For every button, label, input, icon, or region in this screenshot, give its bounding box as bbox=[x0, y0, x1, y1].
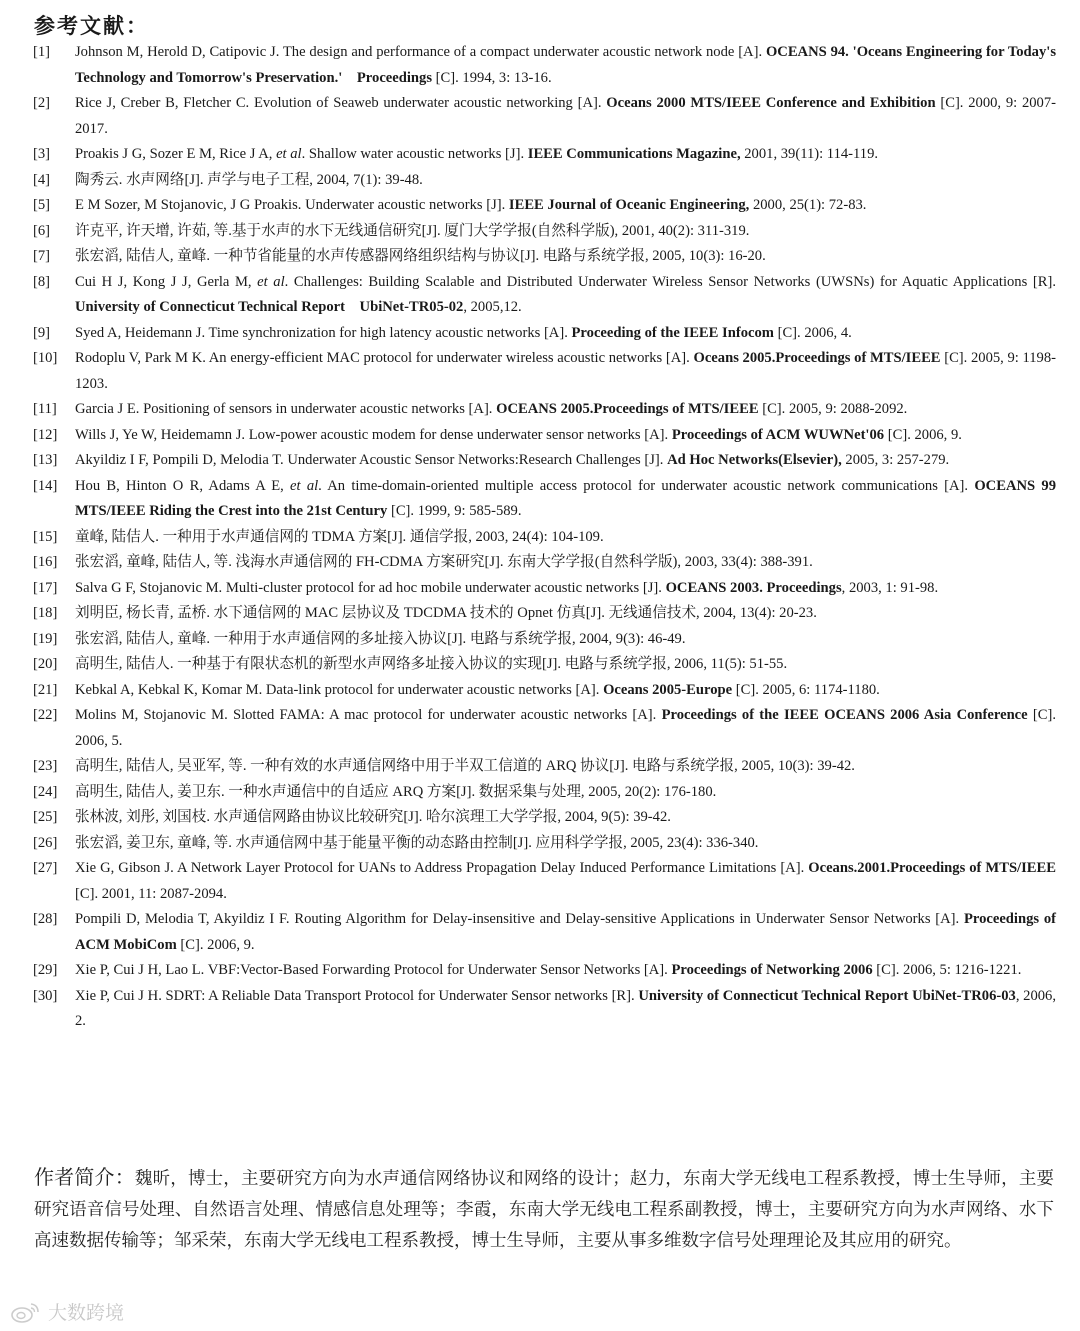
reference-et-al: et al bbox=[290, 477, 319, 494]
watermark-text: 大数跨境 bbox=[48, 1302, 125, 1324]
reference-segment: Salva G F, Stojanovic M. Multi-cluster protocol for ad hoc mobile underwater acoustic networks [J]. bbox=[75, 579, 666, 596]
reference-number: [12] bbox=[33, 426, 58, 443]
reference-item bbox=[0, 627, 1080, 653]
reference-text bbox=[75, 576, 1056, 602]
reference-segment: 陶秀云. 水声网络[J]. 声学与电子工程, 2004, 7(1): 39-48. bbox=[75, 171, 423, 188]
reference-source: University of Connecticut Technical Report UbiNet-TR06-03 bbox=[638, 987, 1016, 1004]
reference-number: [13] bbox=[33, 452, 58, 468]
reference-segment: Johnson M, Herold D, Catipovic J. The design and performance of a compact underwater acoustic network node [A]. bbox=[75, 44, 766, 60]
reference-item bbox=[0, 397, 1080, 423]
reference-list bbox=[0, 40, 1080, 1035]
reference-number: [9] bbox=[33, 324, 51, 341]
weibo-logo-icon bbox=[10, 1300, 42, 1324]
reference-source: Ad Hoc Networks(Elsevier), bbox=[667, 452, 842, 468]
reference-segment: [C]. 2005, 9: 1198-1203. bbox=[75, 350, 1057, 392]
reference-segment: 高明生, 陆佶人. 一种基于有限状态机的新型水声网络多址接入协议的实现[J]. 电路与系统学报, 2006, 11(5): 51-55. bbox=[75, 656, 788, 672]
reference-number: [7] bbox=[33, 248, 51, 264]
reference-source: Proceedings of ACM WUWNet'06 bbox=[671, 426, 885, 443]
reference-segment: [C]. 1994, 3: 13-16. bbox=[432, 69, 552, 86]
reference-item bbox=[0, 474, 1080, 525]
reference-number: [19] bbox=[33, 630, 58, 647]
reference-text bbox=[75, 601, 1056, 627]
reference-number: [4] bbox=[33, 171, 51, 188]
reference-item bbox=[0, 346, 1080, 397]
reference-source: IEEE Journal of Oceanic Engineering, bbox=[508, 197, 750, 213]
reference-segment: E M Sozer, M Stojanovic, J G Proakis. Underwater acoustic networks [J]. bbox=[75, 197, 509, 213]
reference-item bbox=[0, 550, 1080, 576]
reference-item bbox=[0, 831, 1080, 857]
reference-source: Oceans 2000 MTS/IEEE Conference and Exhibition bbox=[606, 95, 936, 111]
reference-text bbox=[75, 168, 1056, 194]
reference-segment: 2001, 39(11): 114-119. bbox=[740, 146, 879, 162]
reference-segment: 许克平, 许天增, 许茹, 等.基于水声的水下无线通信研究[J]. 厦门大学学报(自然科学版), 2001, 40(2): 311-319. bbox=[75, 222, 750, 239]
reference-text bbox=[75, 270, 1056, 321]
reference-item bbox=[0, 703, 1080, 754]
reference-segment: Cui H J, Kong J J, Gerla M, bbox=[75, 273, 258, 290]
reference-item bbox=[0, 142, 1080, 168]
reference-segment: , 2006, 2. bbox=[75, 987, 1056, 1029]
reference-segment: Garcia J E. Positioning of sensors in underwater acoustic networks [A]. bbox=[75, 401, 497, 417]
reference-text bbox=[75, 907, 1056, 958]
reference-number: [26] bbox=[33, 834, 58, 851]
reference-segment: , 2005,12. bbox=[463, 299, 522, 315]
reference-text bbox=[75, 219, 1056, 245]
reference-segment: Molins M, Stojanovic M. Slotted FAMA: A mac protocol for underwater acoustic networks [A]. bbox=[75, 707, 662, 723]
reference-text bbox=[75, 142, 1056, 168]
reference-segment: 张宏滔, 童峰, 陆佶人, 等. 浅海水声通信网的 FH-CDMA 方案研究[J]. 东南大学学报(自然科学版), 2003, 33(4): 388-391. bbox=[75, 554, 813, 570]
reference-number: [25] bbox=[33, 809, 58, 825]
reference-source: OCEANS 2005.Proceedings of MTS/IEEE bbox=[496, 401, 759, 417]
reference-number: [8] bbox=[33, 273, 51, 290]
reference-item bbox=[0, 958, 1080, 984]
reference-source: OCEANS 99 MTS/IEEE Riding the Crest into the 21st Century bbox=[75, 477, 1056, 519]
reference-number: [23] bbox=[33, 758, 58, 774]
reference-text bbox=[75, 423, 1056, 449]
reference-item bbox=[0, 321, 1080, 347]
author-bio bbox=[34, 1162, 1054, 1257]
reference-source: Proceedings of ACM MobiCom bbox=[75, 911, 1056, 953]
reference-number: [20] bbox=[33, 656, 58, 672]
reference-item bbox=[0, 601, 1080, 627]
reference-source: Oceans.2001.Proceedings of MTS/IEEE bbox=[808, 860, 1056, 876]
reference-number: [5] bbox=[33, 197, 51, 213]
reference-number: [29] bbox=[33, 962, 58, 978]
reference-number: [24] bbox=[33, 783, 58, 800]
reference-number: [10] bbox=[33, 350, 58, 366]
reference-item bbox=[0, 168, 1080, 194]
reference-number: [18] bbox=[33, 605, 58, 621]
reference-text bbox=[75, 40, 1056, 91]
reference-number: [6] bbox=[33, 222, 51, 239]
reference-segment: Rodoplu V, Park M K. An energy-efficient MAC protocol for underwater wireless acoustic networks [A]. bbox=[75, 350, 694, 366]
reference-item bbox=[0, 907, 1080, 958]
reference-item bbox=[0, 805, 1080, 831]
reference-text bbox=[75, 856, 1056, 907]
reference-text bbox=[75, 321, 1056, 347]
reference-segment: 2000, 25(1): 72-83. bbox=[749, 197, 867, 213]
reference-item bbox=[0, 856, 1080, 907]
reference-text bbox=[75, 244, 1056, 270]
reference-segment: 高明生, 陆佶人, 姜卫东. 一种水声通信中的自适应 ARQ 方案[J]. 数据采集与处理, 2005, 20(2): 176-180. bbox=[75, 783, 717, 800]
reference-number: [15] bbox=[33, 528, 58, 545]
reference-segment: 张林波, 刘彤, 刘国枝. 水声通信网路由协议比较研究[J]. 哈尔滨理工大学学报, 2004, 9(5): 39-42. bbox=[75, 809, 671, 825]
reference-text bbox=[75, 805, 1056, 831]
reference-segment: [C]. 2006, 9. bbox=[884, 426, 962, 443]
reference-segment: , 2003, 1: 91-98. bbox=[841, 579, 939, 596]
reference-segment: [C]. 2006, 9. bbox=[176, 936, 255, 953]
reference-text bbox=[75, 831, 1056, 857]
reference-text bbox=[75, 958, 1056, 984]
reference-source: Proceedings of Networking 2006 bbox=[671, 962, 873, 978]
reference-text bbox=[75, 780, 1056, 806]
reference-item bbox=[0, 423, 1080, 449]
references-heading: 参考文献： bbox=[34, 14, 149, 38]
reference-segment: Xie G, Gibson J. A Network Layer Protocol for UANs to Address Propagation Delay Induced Performance Limitations [A]. bbox=[75, 860, 809, 876]
reference-text bbox=[75, 525, 1056, 551]
reference-source: OCEANS 2003. Proceedings bbox=[665, 579, 842, 596]
reference-et-al: et al bbox=[276, 146, 302, 162]
reference-item bbox=[0, 525, 1080, 551]
reference-segment: Rice J, Creber B, Fletcher C. Evolution of Seaweb underwater acoustic networking [A]. bbox=[75, 95, 607, 111]
reference-text bbox=[75, 397, 1056, 423]
reference-item bbox=[0, 244, 1080, 270]
reference-text bbox=[75, 474, 1056, 525]
reference-number: [1] bbox=[33, 44, 51, 60]
reference-item bbox=[0, 270, 1080, 321]
reference-segment: Pompili D, Melodia T, Akyildiz I F. Routing Algorithm for Delay-insensitive and Delay-sensitive Applications in Underwater Sensor Networks [A]. bbox=[75, 911, 964, 927]
author-bio-text: 魏昕，博士，主要研究方向为水声通信网络协议和网络的设计；赵力，东南大学无线电工程系教授，博士生导师，主要研究语音信号处理、自然语言处理、情感信息处理等；李霞，东南大学无线电工程系副教授，博士，主要研究方向为水声网络、水下高速数据传输等；邹采荣，东南大学无线电工程系教授，博士生导师，主要从事多维数字信号处理理论及其应用的研究。 bbox=[34, 1169, 1055, 1251]
reference-number: [11] bbox=[33, 401, 57, 417]
reference-item bbox=[0, 984, 1080, 1035]
reference-text bbox=[75, 193, 1056, 219]
reference-source: OCEANS 94. 'Oceans Engineering for Today's Technology and Tomorrow's Preservation.' Proceedings bbox=[75, 44, 1057, 86]
reference-segment: . Challenges: Building Scalable and Distributed Underwater Wireless Sensor Networks (UWSNs) for Aquatic Applications [R]. bbox=[284, 273, 1056, 290]
author-bio-label: 作者简介： bbox=[34, 1165, 135, 1189]
reference-segment: . An time-domain-oriented multiple access protocol for underwater acoustic network communications [A]. bbox=[318, 477, 975, 494]
reference-item bbox=[0, 652, 1080, 678]
reference-text bbox=[75, 754, 1056, 780]
reference-item bbox=[0, 448, 1080, 474]
reference-segment: 张宏滔, 陆佶人, 童峰. 一种节省能量的水声传感器网络组织结构与协议[J]. 电路与系统学报, 2005, 10(3): 16-20. bbox=[75, 248, 766, 264]
reference-number: [21] bbox=[33, 681, 58, 698]
reference-segment: . Shallow water acoustic networks [J]. bbox=[301, 146, 528, 162]
reference-number: [28] bbox=[33, 911, 58, 927]
reference-number: [3] bbox=[33, 146, 51, 162]
reference-number: [2] bbox=[33, 95, 51, 111]
reference-number: [27] bbox=[33, 860, 58, 876]
reference-item bbox=[0, 576, 1080, 602]
reference-segment: [C]. 2006, 4. bbox=[773, 324, 852, 341]
reference-text bbox=[75, 346, 1056, 397]
reference-number: [22] bbox=[33, 707, 58, 723]
reference-source: Oceans 2005.Proceedings of MTS/IEEE bbox=[693, 350, 941, 366]
reference-segment: Syed A, Heidemann J. Time synchronization for high latency acoustic networks [A]. bbox=[75, 324, 572, 341]
reference-segment: [C]. 2005, 9: 2088-2092. bbox=[758, 401, 908, 417]
reference-segment: [C]. 2001, 11: 2087-2094. bbox=[75, 885, 227, 902]
reference-number: [17] bbox=[33, 579, 58, 596]
reference-item bbox=[0, 678, 1080, 704]
reference-text bbox=[75, 91, 1056, 142]
reference-segment: Xie P, Cui J H. SDRT: A Reliable Data Transport Protocol for Underwater Sensor networks [R]. bbox=[75, 987, 639, 1004]
reference-item bbox=[0, 219, 1080, 245]
watermark bbox=[10, 1298, 124, 1325]
reference-segment: Wills J, Ye W, Heidemamn J. Low-power acoustic modem for dense underwater sensor networks [A]. bbox=[75, 426, 672, 443]
reference-segment: 张宏滔, 姜卫东, 童峰, 等. 水声通信网中基于能量平衡的动态路由控制[J]. 应用科学学报, 2005, 23(4): 336-340. bbox=[75, 834, 759, 851]
reference-segment: 高明生, 陆佶人, 吴亚军, 等. 一种有效的水声通信网络中用于半双工信道的 ARQ 协议[J]. 电路与系统学报, 2005, 10(3): 39-42. bbox=[75, 758, 855, 774]
reference-item bbox=[0, 193, 1080, 219]
reference-segment: 张宏滔, 陆佶人, 童峰. 一种用于水声通信网的多址接入协议[J]. 电路与系统学报, 2004, 9(3): 46-49. bbox=[75, 630, 686, 647]
reference-number: [14] bbox=[33, 477, 58, 494]
reference-segment: [C]. 2000, 9: 2007-2017. bbox=[75, 95, 1056, 137]
reference-source: Oceans 2005-Europe bbox=[603, 681, 733, 698]
reference-source: IEEE Communications Magazine, bbox=[527, 146, 741, 162]
reference-segment: [C]. 1999, 9: 585-589. bbox=[387, 503, 522, 519]
reference-text bbox=[75, 984, 1056, 1035]
reference-source: Proceeding of the IEEE Infocom bbox=[571, 324, 774, 341]
reference-item bbox=[0, 91, 1080, 142]
reference-et-al: et al bbox=[257, 273, 285, 290]
reference-item bbox=[0, 754, 1080, 780]
reference-segment: Proakis J G, Sozer E M, Rice J A, bbox=[75, 146, 277, 162]
reference-segment: 2005, 3: 257-279. bbox=[841, 452, 950, 468]
reference-text bbox=[75, 652, 1056, 678]
reference-segment: [C]. 2006, 5: 1216-1221. bbox=[872, 962, 1022, 978]
reference-segment: 童峰, 陆佶人. 一种用于水声通信网的 TDMA 方案[J]. 通信学报, 2003, 24(4): 104-109. bbox=[75, 528, 604, 545]
reference-item bbox=[0, 780, 1080, 806]
reference-item bbox=[0, 40, 1080, 91]
reference-source: University of Connecticut Technical Report UbiNet-TR05-02 bbox=[75, 299, 464, 315]
reference-number: [30] bbox=[33, 987, 58, 1004]
reference-segment: 刘明臣, 杨长青, 孟桥. 水下通信网的 MAC 层协议及 TDCDMA 技术的 Opnet 仿真[J]. 无线通信技术, 2004, 13(4): 20-23. bbox=[75, 605, 817, 621]
reference-source: Proceedings of the IEEE OCEANS 2006 Asia Conference bbox=[661, 707, 1028, 723]
reference-text bbox=[75, 703, 1056, 754]
reference-segment: [C]. 2006, 5. bbox=[75, 707, 1056, 749]
reference-text bbox=[75, 678, 1056, 704]
reference-segment: Xie P, Cui J H, Lao L. VBF:Vector-Based Forwarding Protocol for Underwater Sensor Networks [A]. bbox=[75, 962, 672, 978]
reference-segment: Hou B, Hinton O R, Adams A E, bbox=[75, 477, 291, 494]
reference-segment: Akyildiz I F, Pompili D, Melodia T. Underwater Acoustic Sensor Networks:Research Challenges [J]. bbox=[75, 452, 668, 468]
reference-number: [16] bbox=[33, 554, 58, 570]
reference-text bbox=[75, 627, 1056, 653]
reference-text bbox=[75, 448, 1056, 474]
reference-text bbox=[75, 550, 1056, 576]
reference-segment: [C]. 2005, 6: 1174-1180. bbox=[732, 681, 880, 698]
reference-segment: Kebkal A, Kebkal K, Komar M. Data-link protocol for underwater acoustic networks [A]. bbox=[75, 681, 604, 698]
